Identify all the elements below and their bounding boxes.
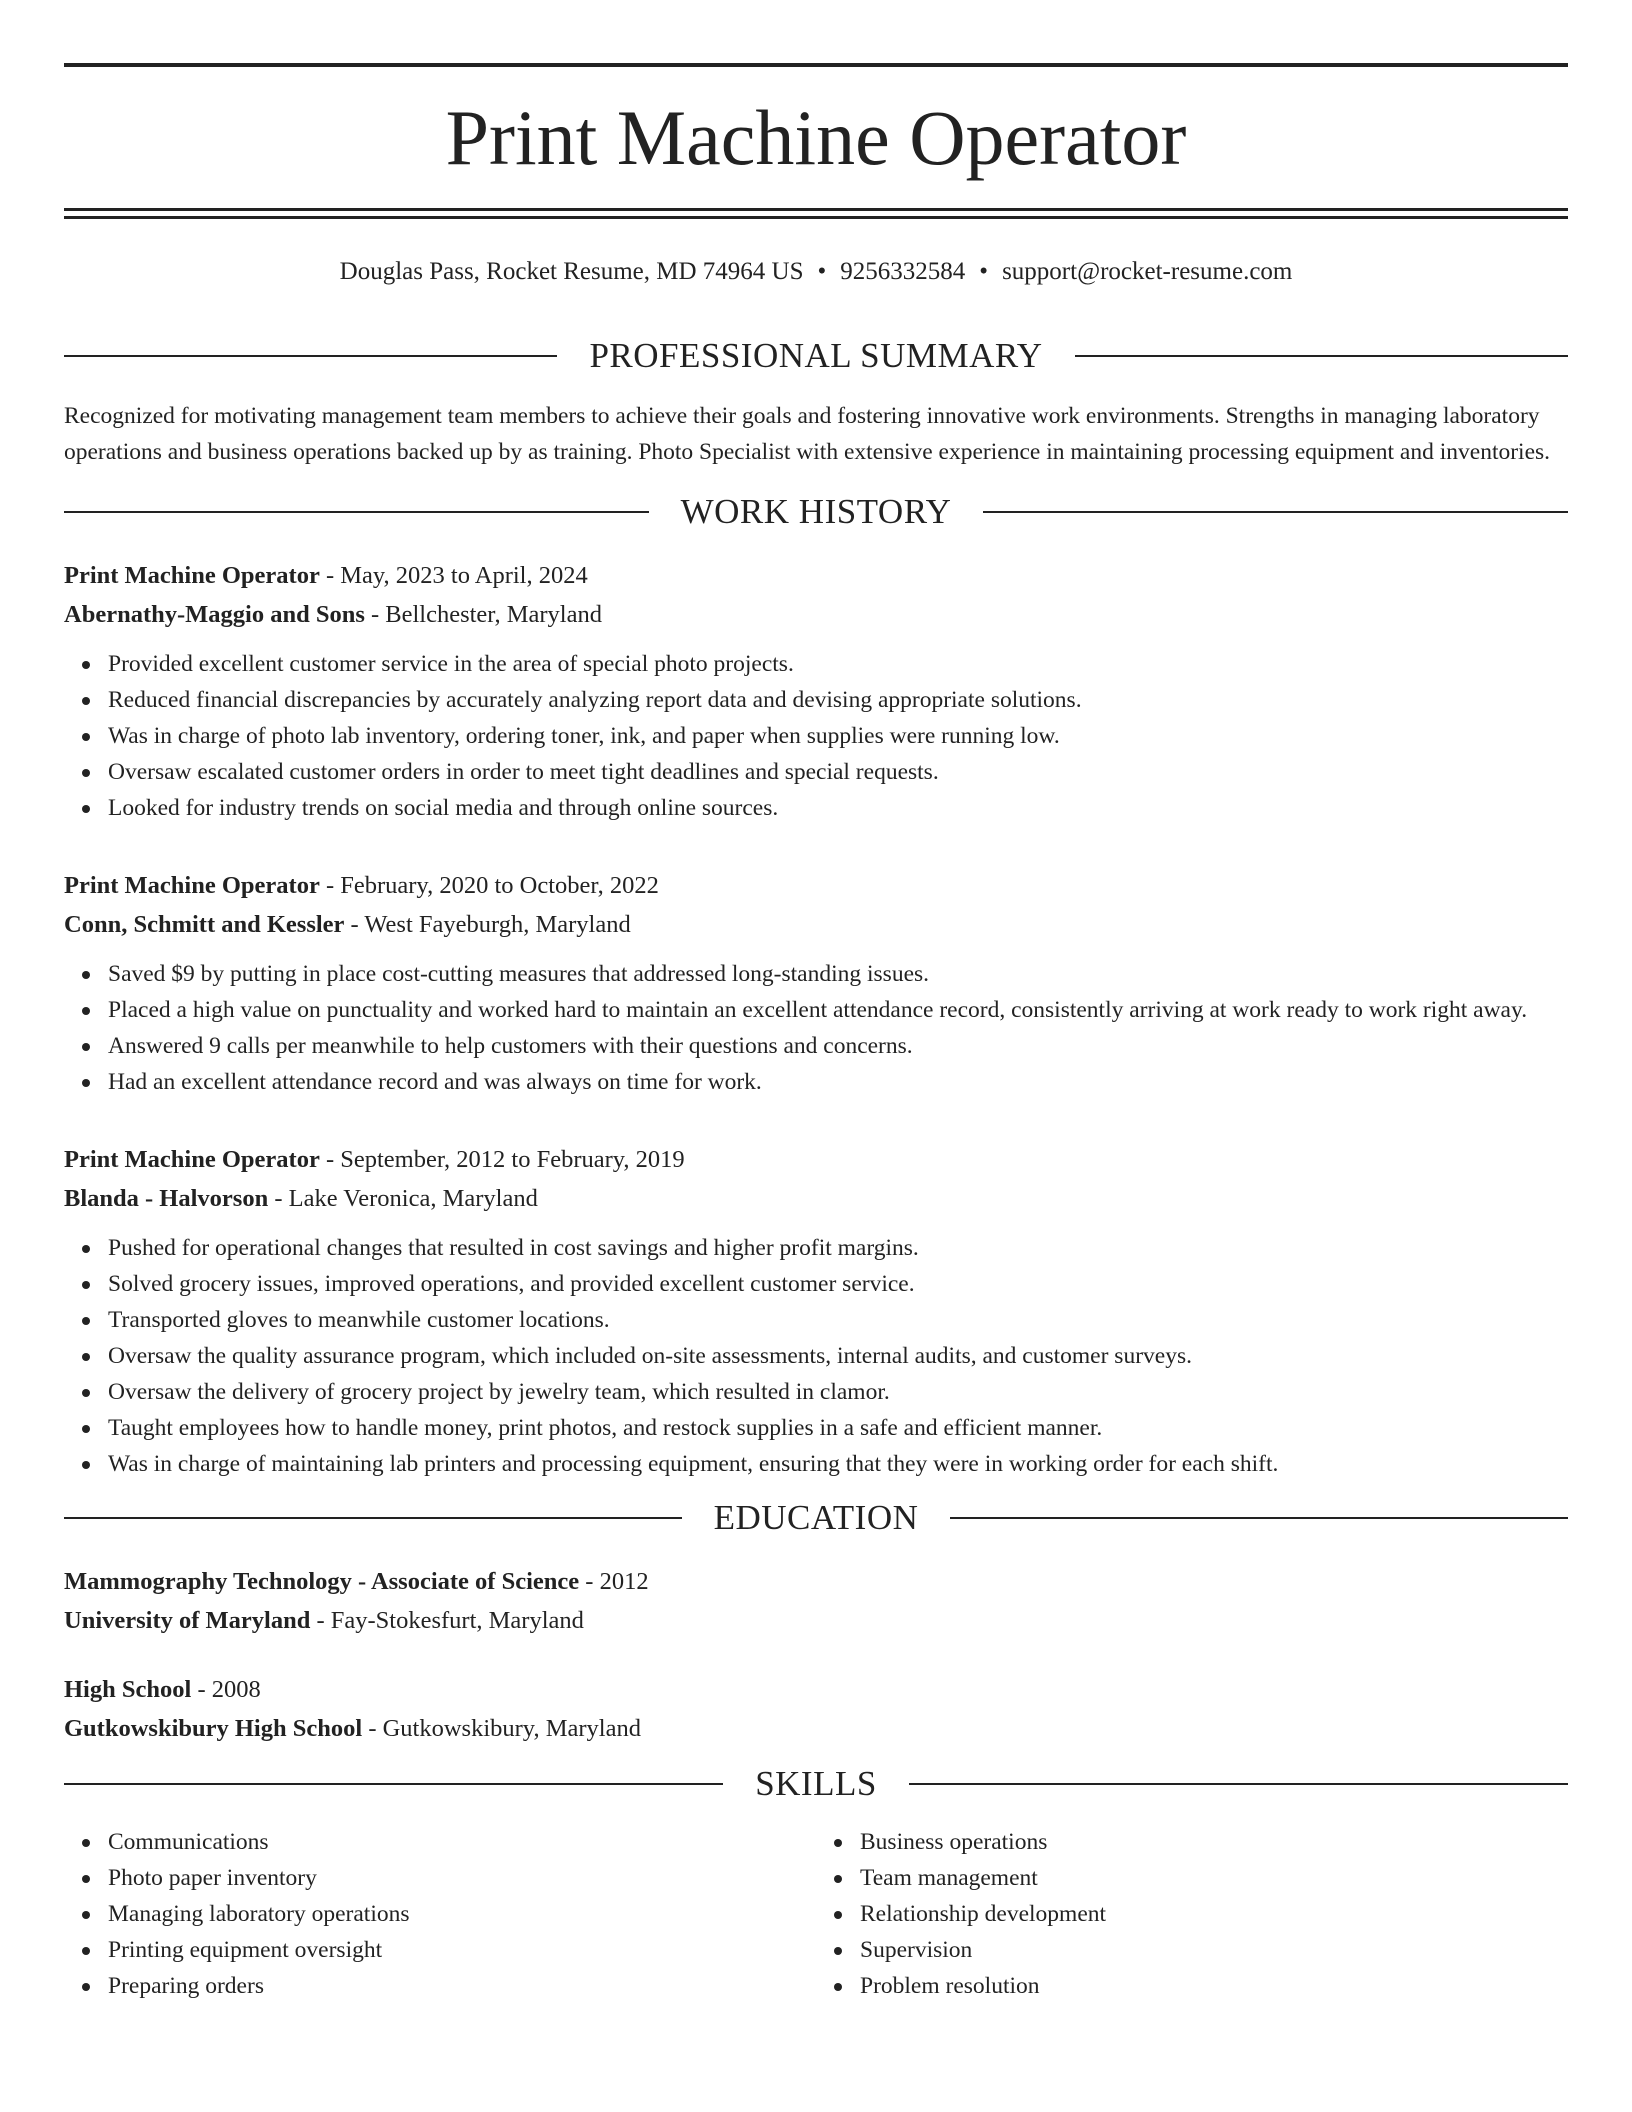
job-title-line <box>64 1140 1568 1179</box>
skill-item: Communications <box>108 1824 816 1860</box>
job-title-line <box>64 556 1568 595</box>
degree-year: - 2012 <box>579 1568 649 1595</box>
skill-item: Team management <box>860 1860 1568 1896</box>
list-item: Oversaw escalated customer orders in order to meet tight deadlines and special requests. <box>108 754 1568 790</box>
degree-line <box>64 1670 1568 1709</box>
school-location: - Gutkowskibury, Maryland <box>362 1715 641 1742</box>
skills-list <box>64 1824 1568 2004</box>
list-item: Was in charge of photo lab inventory, ordering toner, ink, and paper when supplies were running low. <box>108 718 1568 754</box>
list-item: Was in charge of maintaining lab printers and processing equipment, ensuring that they were in working order for each shift. <box>108 1446 1568 1482</box>
job-company: Blanda - Halvorson <box>64 1185 269 1212</box>
skills-column-right <box>816 1824 1568 2004</box>
heading-rule-left <box>64 355 557 357</box>
list-item: Looked for industry trends on social media and through online sources. <box>108 790 1568 826</box>
job-company-line <box>64 595 1568 634</box>
list-item: Had an excellent attendance record and was always on time for work. <box>108 1064 1568 1100</box>
degree-year: - 2008 <box>191 1676 261 1703</box>
list-item: Oversaw the quality assurance program, which included on-site assessments, internal audits, and customer surveys. <box>108 1338 1568 1374</box>
section-heading-education <box>64 1488 1568 1548</box>
contact-separator: • <box>979 258 989 285</box>
section-title: EDUCATION <box>713 1498 919 1537</box>
job-title: Print Machine Operator <box>64 1146 320 1173</box>
job-company-line <box>64 1179 1568 1218</box>
list-item: Reduced financial discrepancies by accurately analyzing report data and devising appropriate solutions. <box>108 682 1568 718</box>
degree: Mammography Technology - Associate of Science <box>64 1568 580 1595</box>
skill-item: Printing equipment oversight <box>108 1932 816 1968</box>
heading-rule-left <box>64 1517 682 1519</box>
header-top-rule <box>64 63 1568 67</box>
contact-phone: 9256332584 <box>840 258 966 285</box>
section-heading-skills <box>64 1754 1568 1814</box>
contact-separator: • <box>817 258 827 285</box>
job-dates: - February, 2020 to October, 2022 <box>319 872 659 899</box>
list-item: Transported gloves to meanwhile customer locations. <box>108 1302 1568 1338</box>
skills-column-left <box>64 1824 816 2004</box>
contact-address: Douglas Pass, Rocket Resume, MD 74964 US <box>339 258 804 285</box>
list-item: Solved grocery issues, improved operations, and provided excellent customer service. <box>108 1266 1568 1302</box>
job-dates: - May, 2023 to April, 2024 <box>319 562 588 589</box>
section-heading-work <box>64 482 1568 542</box>
job-title: Print Machine Operator <box>64 872 320 899</box>
contact-email: support@rocket-resume.com <box>1002 258 1293 285</box>
education-entry <box>64 1562 1568 1640</box>
heading-rule-right <box>909 1783 1568 1785</box>
section-title: SKILLS <box>755 1764 877 1803</box>
list-item: Saved $9 by putting in place cost-cutting measures that addressed long-standing issues. <box>108 956 1568 992</box>
section-title: PROFESSIONAL SUMMARY <box>589 336 1043 375</box>
job-dates: - September, 2012 to February, 2019 <box>319 1146 685 1173</box>
job-company: Conn, Schmitt and Kessler <box>64 911 345 938</box>
job-bullets <box>64 1230 1568 1482</box>
school: University of Maryland <box>64 1607 311 1634</box>
school-location: - Fay-Stokesfurt, Maryland <box>310 1607 584 1634</box>
header-double-rule <box>64 208 1568 219</box>
list-item: Answered 9 calls per meanwhile to help customers with their questions and concerns. <box>108 1028 1568 1064</box>
section-heading-summary <box>64 326 1568 386</box>
school: Gutkowskibury High School <box>64 1715 363 1742</box>
school-line <box>64 1709 1568 1748</box>
heading-rule-left <box>64 1783 723 1785</box>
skill-item: Supervision <box>860 1932 1568 1968</box>
list-item: Pushed for operational changes that resulted in cost savings and higher profit margins. <box>108 1230 1568 1266</box>
section-title: WORK HISTORY <box>680 492 952 531</box>
heading-rule-right <box>950 1517 1568 1519</box>
job-bullets <box>64 646 1568 826</box>
resume-title: Print Machine Operator <box>445 94 1187 181</box>
job-company: Abernathy-Maggio and Sons <box>64 601 365 628</box>
job-location: - Bellchester, Maryland <box>364 601 602 628</box>
heading-rule-left <box>64 511 649 513</box>
list-item: Oversaw the delivery of grocery project by jewelry team, which resulted in clamor. <box>108 1374 1568 1410</box>
contact-line <box>64 252 1568 292</box>
list-item: Taught employees how to handle money, print photos, and restock supplies in a safe and efficient manner. <box>108 1410 1568 1446</box>
education-entry <box>64 1670 1568 1748</box>
job-title-line <box>64 866 1568 905</box>
summary-text: Recognized for motivating management team members to achieve their goals and fostering innovative work environments. Strengths in managing laboratory operations and business operations backed up by as training. Photo Specialist with extensive experience in maintaining processing equipment and inventories. <box>64 403 1551 465</box>
list-item: Provided excellent customer service in the area of special photo projects. <box>108 646 1568 682</box>
job-bullets <box>64 956 1568 1100</box>
degree: High School <box>64 1676 192 1703</box>
skill-item: Problem resolution <box>860 1968 1568 2004</box>
job-location: - Lake Veronica, Maryland <box>268 1185 538 1212</box>
heading-rule-right <box>983 511 1568 513</box>
job-entry <box>64 1140 1568 1482</box>
heading-rule-right <box>1075 355 1568 357</box>
job-entry <box>64 866 1568 1100</box>
school-line <box>64 1601 1568 1640</box>
skill-item: Photo paper inventory <box>108 1860 816 1896</box>
job-location: - West Fayeburgh, Maryland <box>344 911 631 938</box>
list-item: Placed a high value on punctuality and worked hard to maintain an excellent attendance record, consistently arriving at work ready to work right away. <box>108 992 1568 1028</box>
skill-item: Business operations <box>860 1824 1568 1860</box>
resume-body <box>64 326 1568 2004</box>
skill-item: Relationship development <box>860 1896 1568 1932</box>
skill-item: Preparing orders <box>108 1968 816 2004</box>
skill-item: Managing laboratory operations <box>108 1896 816 1932</box>
job-entry <box>64 556 1568 826</box>
job-title: Print Machine Operator <box>64 562 320 589</box>
job-company-line <box>64 905 1568 944</box>
degree-line <box>64 1562 1568 1601</box>
